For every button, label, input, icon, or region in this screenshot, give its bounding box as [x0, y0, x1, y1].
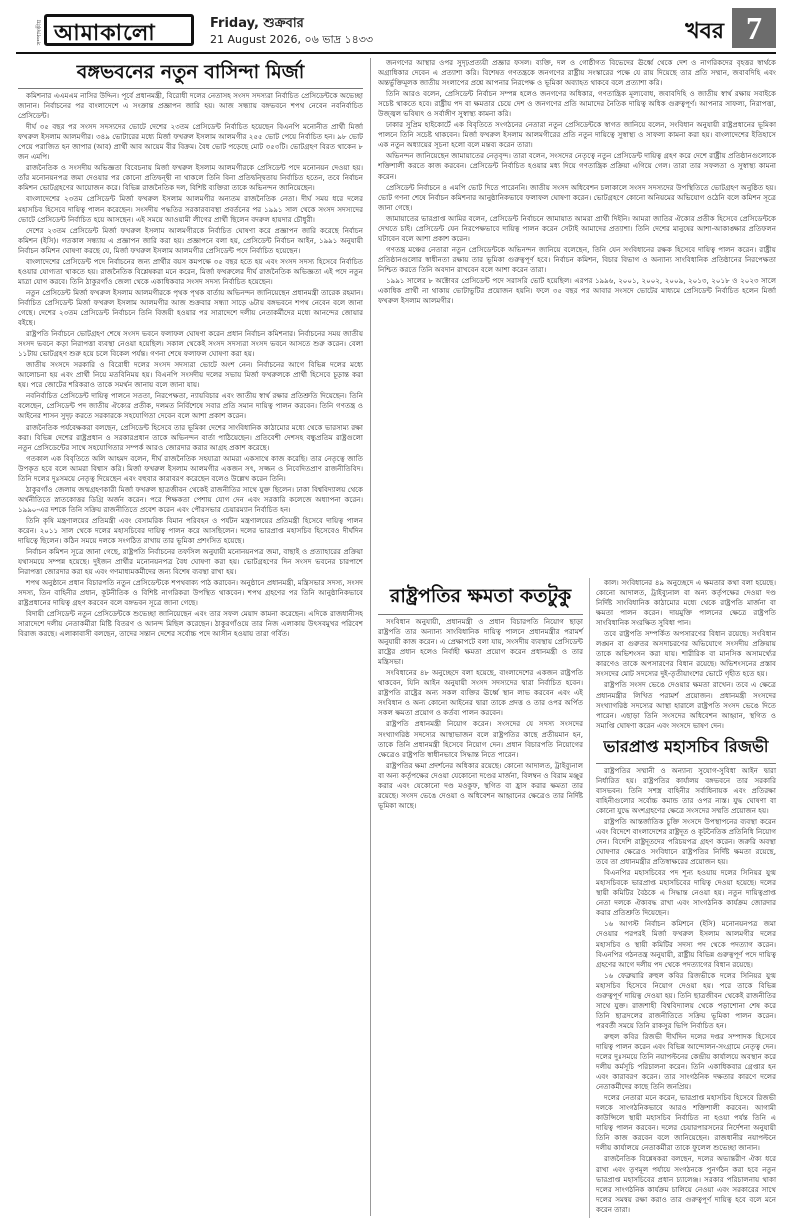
masthead	[16, 8, 776, 50]
power-paragraph: সংবিধানের ৪৮ অনুচ্ছেদে বলা হয়েছে, বাংলাদেশের একজন রাষ্ট্রপতি থাকবেন, যিনি আইন অনুযায়ী সংসদ সদস্যদের দ্বারা নির্বাচিত হবেন। রাষ্ট্রপতি রাষ্ট্রের অন্য সকল ব্যক্তির ঊর্ধ্বে স্থান লাভ করবেন এবং এই সংবিধান ও অন্য কোনো আইনের দ্বারা তাকে প্রদত্ত ও তার ওপর অর্পিত সকল ক্ষমতা প্রয়োগ ও কর্তব্য পালন করবেন।	[378, 668, 583, 718]
president-power-headline[interactable]: রাষ্ট্রপতির ক্ষমতা কতটুকু	[389, 585, 572, 607]
lead-paragraph: রাজনৈতিক ও সংসদীয় অভিজ্ঞতা বিবেচনায় মির্জা ফখরুল ইসলাম আলমগীরকে প্রেসিডেন্ট পদে মনোনয়ন দেওয়া হয়। তাঁর মনোনয়নপত্র জমা দেওয়ার পর কোনো প্রতিদ্বন্দ্বী না থাকলে তিনি বিনা প্রতিদ্বন্দ্বিতায় নির্বাচিত হতেন, তবে নির্বাচন কমিশন ভোটগ্রহণের আয়োজন করে। বিভিন্ন রাজনৈতিক দল, বিশিষ্ট ব্যক্তিরা তাকে অভিনন্দন জানিয়েছেন।	[18, 163, 363, 193]
power-paragraph: সংবিধান অনুযায়ী, প্রধানমন্ত্রী ও প্রধান বিচারপতি নিয়োগ ছাড়া রাষ্ট্রপতি তার অন্যান্য সাংবিধানিক দায়িত্ব পালনে প্রধানমন্ত্রীর পরামর্শ অনুযায়ী কাজ করেন। এ প্রেক্ষাপটে বলা যায়, সংসদীয় ব্যবস্থায় প্রেসিডেন্ট রাষ্ট্রের প্রধান হলেও নির্বাহী ক্ষমতা প্রয়োগ করেন প্রধানমন্ত্রী ও তার মন্ত্রিসভা।	[378, 617, 583, 667]
lead-paragraph: রাষ্ট্রপতি নির্বাচনে ভোটগ্রহণ শেষে সংসদ ভবনে ফলাফল ঘোষণা করেন প্রধান নির্বাচন কমিশনার। নির্বাচনের সময় জাতীয় সংসদ ভবনে কড়া নিরাপত্তা ব্যবস্থা নেওয়া হয়েছিল। সকাল থেকেই সংসদ সদস্যরা সংসদ ভবনে আসতে শুরু করেন। বেলা ১১টায় ভোটগ্রহণ শুরু হয়ে চলে বিকেল পর্যন্ত। গণনা শেষে ফলাফল ঘোষণা করা হয়।	[18, 329, 363, 359]
lead-paragraph: জাতীয় সংসদে সরকারি ও বিরোধী দলের সংসদ সদস্যরা ভোটে অংশ নেন। নির্বাচনের আগে বিভিন্ন দলের মধ্যে আলোচনা হয় এবং প্রার্থী নিয়ে মতবিনিময় হয়। বিএনপি সংসদীয় দলের সভায় মির্জা ফখরুলকে প্রার্থী হিসেবে চূড়ান্ত করা হয়। পরে জোটের শরিকরাও তাকে সমর্থন জানায় বলে জানা যায়।	[18, 360, 363, 390]
lead-paragraph: দেশের ২৩তম প্রেসিডেন্ট মির্জা ফখরুল ইসলাম আলমগীরকে নির্বাচিত ঘোষণা করে প্রজ্ঞাপন জারি করেছে নির্বাচন কমিশন (ইসি)। গতকাল সন্ধ্যায় এ প্রজ্ঞাপন জারি করা হয়। প্রজ্ঞাপনে বলা হয়, প্রেসিডেন্ট নির্বাচন আইন, ১৯৯১ অনুযায়ী নির্বাচন কমিশন ঘোষণা করছে যে, মির্জা ফখরুল ইসলাম আলমগীর প্রেসিডেন্ট পদে নির্বাচিত হয়েছেন।	[18, 225, 363, 255]
continued-paragraph: জনগণের আস্থার ওপর সুদৃঢ়প্রত্যয়ী প্রজ্ঞার ফসল। ব্যক্তি, দল ও গোষ্ঠীগত বিভেদের ঊর্ধ্বে থেকে দেশ ও নাগরিকদের বৃহত্তর স্বার্থকে অগ্রাধিকার দেবেন এ প্রত্যাশা করি। বিশেষত গণতন্ত্রকে জনগণের রাষ্ট্রীয় সংস্কারের পক্ষে যে রায় দিয়েছে তার প্রতি সম্মান, জবাবদিহি এবং অন্তর্ভুক্তিমূলক জাতীয় সংলাপের প্রশ্নে আপনার নিরপেক্ষ ও ভূমিকা অব্যাহত থাকবে বলে প্রত্যাশা করি।	[378, 58, 776, 88]
sub-column-divider	[589, 578, 590, 1218]
lead-paragraph: নতুন প্রেসিডেন্ট মির্জা ফখরুল ইসলাম আলমগীরকে পৃথক পৃথক বার্তায় অভিনন্দন জানিয়েছেন প্রধানমন্ত্রী তারেক রহমান। নির্বাচিত প্রেসিডেন্ট মির্জা ফখরুল ইসলাম আলমগীর আজ শুক্রবার সন্ধ্যা সাড়ে ৬টায় বঙ্গভবনে শপথ নেবেন বলে জানা গেছে। দেশের ২৩তম প্রেসিডেন্ট নির্বাচনে তিনি বিজয়ী হওয়ার পর সারাদেশে দলীয় নেতাকর্মীদের মধ্যে আনন্দের জোয়ার বইছে।	[18, 287, 363, 328]
headline-rule	[596, 763, 776, 764]
lead-paragraph: তিনি কৃষি মন্ত্রণালয়ের প্রতিমন্ত্রী এবং বেসামরিক বিমান পরিবহন ও পর্যটন মন্ত্রণালয়ের প্রতিমন্ত্রী হিসেবে দায়িত্ব পালন করেন। ২০১১ সাল থেকে দলের মহাসচিবের দায়িত্ব পালন করে আসছিলেন। দলের ভারপ্রাপ্ত মহাসচিব হিসেবেও দীর্ঘদিন দায়িত্বে ছিলেন। কঠিন সময়ে দলকে সংগঠিত রাখায় তার ভূমিকা প্রশংসিত হয়েছে।	[18, 515, 363, 546]
rizvi-paragraph: বিএনপির মহাসচিবের পদ শূন্য হওয়ায় দলের সিনিয়র যুগ্ম মহাসচিবকে ভারপ্রাপ্ত মহাসচিবের দায়িত্ব দেওয়া হয়েছে। দলের স্থায়ী কমিটির বৈঠকে এ সিদ্ধান্ত নেওয়া হয়। নতুন দায়িত্বপ্রাপ্ত নেতা দলকে ঐক্যবদ্ধ রাখা এবং সাংগঠনিক কার্যক্রম জোরদার করার প্রতিশ্রুতি দিয়েছেন।	[596, 868, 776, 918]
lead-paragraph: নির্বাচন কমিশন সূত্রে জানা গেছে, রাষ্ট্রপতি নির্বাচনের তফসিল অনুযায়ী মনোনয়নপত্র জমা, বাছাই ও প্রত্যাহারের প্রক্রিয়া যথাসময়ে সম্পন্ন হয়েছে। দুইজন প্রার্থীর মনোনয়নপত্র বৈধ ঘোষণা করা হয়। ভোটগ্রহণের দিন সংসদ ভবনের চারপাশে নিরাপত্তা জোরদার করা হয় এবং গণমাধ্যমকর্মীদের জন্য বিশেষ ব্যবস্থা রাখা হয়।	[18, 547, 363, 577]
issue-day: Friday, শুক্রবার	[210, 16, 304, 31]
continued-paragraph: অভিনন্দন জানিয়েছেন জামায়াতের নেতৃবৃন্দ। তারা বলেন, সংসদের নেতৃত্বে নতুন প্রেসিডেন্ট দায়িত্ব গ্রহণ করে দেশে রাষ্ট্রীয় প্রতিষ্ঠানগুলোকে শক্তিশালী করতে কাজ করবেন। প্রেসিডেন্ট নির্বাচিত হওয়ার মধ্য দিয়ে গণতান্ত্রিক প্রক্রিয়া এগিয়ে গেল। তারা তার সফলতা ও সুস্বাস্থ্য কামনা করেন।	[378, 151, 776, 181]
headline-rule	[378, 614, 583, 615]
logo-tagline: সম্পাদকীয়	[36, 20, 43, 46]
lead-story-headline[interactable]: বঙ্গভবনের নতুন বাসিন্দা মির্জা	[76, 61, 305, 83]
newspaper-logo[interactable]	[34, 10, 199, 48]
rizvi-paragraph: ১৬ ফেব্রুয়ারি রুহুল কবির রিজভীকে দলের সিনিয়র যুগ্ম মহাসচিব হিসেবে নিয়োগ দেওয়া হয়। পরে তাকে বিভিন্ন গুরুত্বপূর্ণ দায়িত্ব দেওয়া হয়। তিনি ছাত্রজীবন থেকেই রাজনীতির সাথে যুক্ত। রাজশাহী বিশ্ববিদ্যালয় থেকে পড়াশোনা শেষ করে তিনি ছাত্রদলের রাজনীতিতে সক্রিয় ভূমিকা পালন করেন। পরবর্তী সময়ে তিনি রাকসুর ভিপি নির্বাচিত হন।	[596, 970, 776, 1030]
rizvi-paragraph: রাষ্ট্রপতি আন্তর্জাতিক চুক্তি সংসদে উপস্থাপনের ব্যবস্থা করেন এবং বিদেশে বাংলাদেশের রাষ্ট্রদূত ও কূটনৈতিক প্রতিনিধি নিয়োগ দেন। বিদেশি রাষ্ট্রদূতদের পরিচয়পত্র গ্রহণ করেন। জরুরি অবস্থা ঘোষণার ক্ষেত্রেও সংবিধানে রাষ্ট্রপতির নির্দিষ্ট ক্ষমতা রয়েছে, তবে তা প্রধানমন্ত্রীর প্রতিস্বাক্ষরের প্রয়োজন হয়।	[596, 816, 776, 867]
issue-date: 21 August 2026, ০৬ ভাদ্র ১৪৩৩	[210, 33, 374, 46]
section-title: খবর	[685, 18, 724, 44]
headline-rule	[18, 88, 363, 89]
column-divider	[370, 58, 371, 1216]
logo-text: আমাকালো	[54, 20, 156, 46]
continued-paragraph: ঢাকার সুপ্রিম হাইকোর্টে এক বিবৃতিতে সংগঠনের নেতারা নতুন প্রেসিডেন্টকে স্বাগত জানিয়ে বলেন, সংবিধান অনুযায়ী রাষ্ট্রপ্রধানের ভূমিকা পালনে তিনি সচেষ্ট থাকবেন। মির্জা ফখরুল ইসলাম আলমগীরের প্রতি নতুন দায়িত্বে সুস্বাস্থ্য ও সাফল্য কামনা করা হয়। বাংলাদেশের ইতিহাসে এক নতুন অধ্যায়ের সূচনা হলো বলে মন্তব্য করেন তারা।	[378, 120, 776, 150]
lead-story	[18, 58, 363, 1218]
continued-story	[378, 58, 776, 573]
lead-paragraph: দীর্ঘ ৩৫ বছর পর সংসদ সদস্যদের ভোটে দেশের ২৩তম প্রেসিডেন্ট নির্বাচিত হয়েছেন বিএনপি মনোনীত প্রার্থী মির্জা ফখরুল ইসলাম আলমগীর। ৩৪৯ ভোটারের মধ্যে মির্জা ফখরুল ইসলাম আলমগীর ২৫৫ ভোট পেয়ে নির্বাচিত হন। ৯৮ ভোট পেয়ে পরাজিত হন জাপার (আব) প্রার্থী আব আয়েম বীর বিক্রম। বৈধ ভোট পড়েছে মোট ৩৫৩টি। ভোটগ্রহণ বিরত থাকেন ৮ জন এমপি।	[18, 122, 363, 162]
lead-paragraph: শপথ অনুষ্ঠানে প্রধান বিচারপতি নতুন প্রেসিডেন্টকে শপথবাক্য পাঠ করাবেন। অনুষ্ঠানে প্রধানমন্ত্রী, মন্ত্রিসভার সদস্য, সংসদ সদস্য, তিন বাহিনীর প্রধান, কূটনীতিক ও বিশিষ্ট নাগরিকরা উপস্থিত থাকবেন। শপথ গ্রহণের পর তিনি আনুষ্ঠানিকভাবে রাষ্ট্রপ্রধানের দায়িত্ব গ্রহণ করবেন বলে বঙ্গভবন সূত্রে জানা গেছে।	[18, 578, 363, 608]
rizvi-paragraph: রুহুল কবির রিজভী দীর্ঘদিন দলের দপ্তর সম্পাদক হিসেবে দায়িত্ব পালন করেন এবং বিভিন্ন আন্দোলন-সংগ্রামে নেতৃত্ব দেন। দলের দুঃসময়ে তিনি নয়াপল্টনের কেন্দ্রীয় কার্যালয়ে অবস্থান করে দলীয় কর্মসূচি পরিচালনা করেন। তিনি একাধিকবার গ্রেপ্তার হন এবং কারাবরণ করেন। তার সাংগঠনিক দক্ষতার কারণে দলের নেতাকর্মীদের কাছে তিনি জনপ্রিয়।	[596, 1031, 776, 1092]
rizvi-paragraph: রাষ্ট্রপতি সংসদ ভেঙে দেওয়ার ক্ষমতা রাখেন। তবে এ ক্ষেত্রে প্রধানমন্ত্রীর লিখিত পরামর্শ প্রয়োজন। প্রধানমন্ত্রী সংসদের সংখ্যাগরিষ্ঠ সদস্যের আস্থা হারালে রাষ্ট্রপতি সংসদ ভেঙে দিতে পারেন। এছাড়া তিনি সংসদের অধিবেশন আহ্বান, স্থগিত ও সমাপ্তি ঘোষণা করেন এবং সংসদে ভাষণ দেন।	[596, 680, 776, 730]
rizvi-paragraph: কাল। সংবিধানের ৪৯ অনুচ্ছেদে এ ক্ষমতার কথা বলা হয়েছে। কোনো আদালত, ট্রাইব্যুনাল বা অন্য কর্তৃপক্ষের দেওয়া দণ্ড নির্দিষ্ট সাংবিধানিক কাঠামোর মধ্যে থেকে রাষ্ট্রপতি মার্জনা বা ক্ষমতা পালন করেন। দায়মুক্তি পালনের ক্ষেত্রে রাষ্ট্রপতি সাংবিধানিক সংরক্ষিত সুবিধা পান।	[596, 578, 776, 628]
lead-paragraph: বাংলাদেশের ২৩তম প্রেসিডেন্ট মির্জা ফখরুল ইসলাম আলমগীর অন্যতম রাজনৈতিক নেতা। দীর্ঘ সময় ধরে দলের মহাসচিব হিসেবে দায়িত্ব পালন করেছেন। সংসদীয় পদ্ধতির সরকারব্যবস্থা প্রবর্তনের পর ১৯৯১ সাল থেকে সংসদ সদস্যদের ভোটে প্রেসিডেন্ট নির্বাচিত হয়ে আসছেন। এই সময়ে আওয়ামী লীগের প্রার্থী ছিলেন বদরুল হায়দার চৌধুরী।	[18, 194, 363, 224]
rizvi-paragraph: দলের নেতারা মনে করেন, ভারপ্রাপ্ত মহাসচিব হিসেবে রিজভী দলকে সাংগঠনিকভাবে আরও শক্তিশালী করবেন। আগামী কাউন্সিলে স্থায়ী মহাসচিব নির্বাচিত না হওয়া পর্যন্ত তিনি এ দায়িত্ব পালন করবেন। দলের চেয়ারপারসনের নির্দেশনা অনুযায়ী তিনি কাজ করবেন বলে জানিয়েছেন। রাজধানীর নয়াপল্টনে দলীয় কার্যালয়ে নেতাকর্মীরা তাকে ফুলেল শুভেচ্ছা জানান।	[596, 1093, 776, 1153]
rizvi-headline[interactable]: ভারপ্রাপ্ত মহাসচিব রিজভী	[603, 736, 769, 756]
continued-paragraph: তিনি আরও বলেন, প্রেসিডেন্ট নির্বাচন সম্পন্ন হলেও জনগণের অধিকার, গণতান্ত্রিক মূল্যবোধ, জবাবদিহি ও জাতীয় স্বার্থ রক্ষায় সবাইকে সচেষ্ট থাকতে হবে। রাষ্ট্রীয় পদ বা ক্ষমতার চেয়ে দেশ ও জনগণের প্রতি আমাদের নৈতিক দায়িত্ব অধিক গুরুত্বপূর্ণ। আপনার সাফল্য, নিরাপত্তা, উজ্জ্বল ভবিষ্যৎ ও সর্বাঙ্গীণ সুস্বাস্থ্য কামনা করি।	[378, 89, 776, 119]
right-column	[378, 58, 776, 573]
lower-right-area	[378, 578, 776, 1218]
continued-paragraph: জামায়াতের ভারপ্রাপ্ত আমির বলেন, প্রেসিডেন্ট নির্বাচনে জামায়াত আমরা প্রার্থী দিইনি। আমরা জাতির ঐক্যের প্রতীক হিসেবে প্রেসিডেন্টকে দেখতে চাই। প্রেসিডেন্ট যেন নিরপেক্ষভাবে দায়িত্ব পালন করেন সেটাই আমাদের প্রত্যাশা। তিনি দেশের মানুষের আশা-আকাঙ্ক্ষার প্রতিফলন ঘটাবেন বলে আশা প্রকাশ করেন।	[378, 213, 776, 243]
lead-story-body	[18, 91, 363, 1218]
continued-paragraph: প্রেসিডেন্ট নির্বাচনে ৪ এমপি ভোট দিতে পারেননি। জাতীয় সংসদ অধিবেশন চলাকালে সংসদ সদস্যদের উপস্থিতিতে ভোটগ্রহণ অনুষ্ঠিত হয়। ভোট গণনা শেষে নির্বাচন কমিশনার আনুষ্ঠানিকভাবে ফলাফল ঘোষণা করেন। ভোটগ্রহণে কোনো অনিয়মের অভিযোগ ওঠেনি বলে কমিশন সূত্রে জানা গেছে।	[378, 182, 776, 212]
president-power-story	[378, 578, 583, 1218]
rizvi-paragraph: তবে রাষ্ট্রপতি সম্পর্কিত অপসারণের বিধান রয়েছে। সংবিধান লঙ্ঘন বা গুরুতর অসদাচরণের অভিযোগে সংসদীয় প্রক্রিয়ায় তাকে অভিশংসন করা যায়। শারীরিক বা মানসিক অসামর্থ্যের কারণেও তাকে অপসারণের বিধান রয়েছে। অভিশংসনের প্রস্তাব সংসদের মোট সদস্যের দুই-তৃতীয়াংশের ভোটে গৃহীত হতে হয়।	[596, 629, 776, 679]
lead-paragraph: কমিশনার এএমএম নাসির উদ্দিন। পূর্বে প্রধানমন্ত্রী, বিরোধী দলের নেতাসহ সংসদ সদস্যরা নির্বাচিত প্রেসিডেন্টকে অভেচ্ছা জানান। নির্বাচনের পর বাংলাদেশে এ সংক্রান্ত প্রজ্ঞাপন জারি হয়। আজ সন্ধ্যায় বঙ্গভবনে শপথ নেবেন নবনির্বাচিত প্রেসিডেন্ট।	[18, 91, 363, 121]
rizvi-paragraph: রাষ্ট্রপতির সম্মানী ও অন্যান্য সুযোগ-সুবিধা আইন দ্বারা নির্ধারিত হয়। রাষ্ট্রপতির কার্যালয় বঙ্গভবনে তার সরকারি বাসভবন। তিনি সশস্ত্র বাহিনীর সর্বাধিনায়ক এবং প্রতিরক্ষা বাহিনীগুলোর সর্বোচ্চ কমান্ড তার ওপর ন্যস্ত। যুদ্ধ ঘোষণা বা কোনো যুদ্ধে অংশগ্রহণের ক্ষেত্রে সংসদের সম্মতি প্রয়োজন হয়।	[596, 765, 776, 815]
lead-paragraph: বিদায়ী প্রেসিডেন্ট নতুন প্রেসিডেন্টকে শুভেচ্ছা জানিয়েছেন এবং তার সফল মেয়াদ কামনা করেছেন। এদিকে রাজধানীসহ সারাদেশে দলীয় নেতাকর্মীরা মিষ্টি বিতরণ ও আনন্দ মিছিল করেছেন। ঠাকুরগাঁওয়ে তার নিজ এলাকায় উৎসবমুখর পরিবেশ বিরাজ করছে। এলাকাবাসী বলছেন, তাদের সন্তান দেশের সর্বোচ্চ পদে আসীন হওয়ায় তারা গর্বিত।	[18, 609, 363, 639]
continued-paragraph: গণতন্ত্র মঞ্চের নেতারা নতুন প্রেসিডেন্টকে অভিনন্দন জানিয়ে বলেছেন, তিনি যেন সংবিধানের রক্ষক হিসেবে দায়িত্ব পালন করেন। রাষ্ট্রীয় প্রতিষ্ঠানগুলোর স্বাধীনতা রক্ষায় তার ভূমিকা গুরুত্বপূর্ণ হবে। নির্বাচন কমিশন, বিচার বিভাগ ও অন্যান্য সাংবিধানিক প্রতিষ্ঠানের নিরপেক্ষতা নিশ্চিত করতে তিনি অবদান রাখবেন বলে আশা করেন তারা।	[378, 244, 776, 274]
page-number-badge: 7	[732, 8, 776, 48]
continued-paragraph: ১৯৯১ সালের ৮ অক্টোবর প্রেসিডেন্ট পদে সরাসরি ভোট হয়েছিল। এরপর ১৯৯৬, ২০০১, ২০০২, ২০০৯, ২০১৩, ২০১৮ ও ২০২৩ সালে একাধিক প্রার্থী না থাকায় ভোটাভুটির প্রয়োজন হয়নি। ফলে ৩৫ বছর পর আবার সংসদে ভোটের মাধ্যমে প্রেসিডেন্ট নির্বাচিত হলেন মির্জা ফখরুল ইসলাম আলমগীর।	[378, 275, 776, 306]
power-paragraph: রাষ্ট্রপতি প্রধানমন্ত্রী নিয়োগ করেন। সংসদের যে সদস্য সংসদের সংখ্যাগরিষ্ঠ সদস্যের আস্থাভাজন বলে রাষ্ট্রপতির কাছে প্রতীয়মান হন, তাকে তিনি প্রধানমন্ত্রী হিসেবে নিয়োগ দেন। প্রধান বিচারপতি নিয়োগের ক্ষেত্রেও রাষ্ট্রপতি স্বাধীনভাবে সিদ্ধান্ত নিতে পারেন।	[378, 719, 583, 759]
lead-paragraph: বাংলাদেশের প্রেসিডেন্ট পদে নির্বাচনের জন্য প্রার্থীর বয়স কমপক্ষে ৩৫ বছর হতে হয় এবং সংসদ সদস্য হিসেবে নির্বাচিত হওয়ার যোগ্যতা থাকতে হয়। রাজনৈতিক বিশ্লেষকরা মনে করেন, মির্জা ফখরুলের দীর্ঘ রাজনৈতিক অভিজ্ঞতা এই পদে নতুন মাত্রা যোগ করবে। তিনি ঠাকুরগাঁও জেলা থেকে একাধিকবার সংসদ সদস্য নির্বাচিত হয়েছেন।	[18, 256, 363, 286]
lead-paragraph: রাজনৈতিক পর্যবেক্ষকরা বলছেন, প্রেসিডেন্ট হিসেবে তার ভূমিকা দেশের সাংবিধানিক কাঠামোর মধ্যে থেকে ভারসাম্য রক্ষা করা। বিভিন্ন দেশের রাষ্ট্রপ্রধান ও সরকারপ্রধান তাকে অভিনন্দন বার্তা পাঠিয়েছেন। প্রতিবেশী দেশসহ বন্ধুপ্রতিম রাষ্ট্রগুলো নতুন প্রেসিডেন্টের সাথে সহযোগিতার সম্পর্ক আরও জোরদার করার আগ্রহ প্রকাশ করেছে।	[18, 422, 363, 452]
rizvi-story	[596, 578, 776, 1218]
lead-paragraph: নবনির্বাচিত প্রেসিডেন্ট দায়িত্ব পালনে সততা, নিরপেক্ষতা, ন্যায়বিচার এবং জাতীয় স্বার্থ রক্ষার প্রতিশ্রুতি দিয়েছেন। তিনি বলেছেন, প্রেসিডেন্ট পদ জাতীয় ঐক্যের প্রতীক, দলমত নির্বিশেষে সবার প্রতি সমান দায়িত্ব পালন করবেন। তিনি গণতন্ত্র ও আইনের শাসন সুদৃঢ় করতে সরকারকে সহযোগিতা দেবেন বলে আশা প্রকাশ করেন।	[18, 391, 363, 421]
header-divider	[16, 52, 776, 54]
lead-paragraph: গতকাল এক বিবৃতিতে অলি আহমদ বলেন, দীর্ঘ রাজনৈতিক সহযাত্রা আমরা একসাথে কাজ করেছি। তার নেতৃত্বে জাতি উপকৃত হবে বলে আমরা বিশ্বাস করি। মির্জা ফখরুল ইসলাম আলমগীর একজন সৎ, সজ্জন ও নিবেদিতপ্রাণ রাজনীতিবিদ। তিনি দলের দুঃসময়ে নেতৃত্ব দিয়েছেন এবং বহুবার কারাবরণ করেছেন বলেও উল্লেখ করেন তিনি।	[18, 453, 363, 483]
lead-paragraph: ঠাকুরগাঁও জেলায় জন্মগ্রহণকারী মির্জা ফখরুল ছাত্রজীবন থেকেই রাজনীতির সাথে যুক্ত ছিলেন। ঢাকা বিশ্ববিদ্যালয় থেকে অর্থনীতিতে স্নাতকোত্তর ডিগ্রি অর্জন করেন। পরে শিক্ষকতা পেশায় যোগ দেন এবং সরকারি কলেজে অধ্যাপনা করেন। ১৯৯০-এর দশকে তিনি সক্রিয় রাজনীতিতে প্রবেশ করেন এবং পৌরসভার চেয়ারম্যান নির্বাচিত হন।	[18, 484, 363, 514]
rizvi-paragraph: ১৬ আগস্ট নির্বাচন কমিশনে (ইসি) মনোনয়নপত্র জমা দেওয়ার পরপরই মির্জা ফখরুল ইসলাম আলমগীর দলের মহাসচিব ও স্থায়ী কমিটির সদস্য পদ থেকে পদত্যাগ করেন। বিএনপির গঠনতন্ত্র অনুযায়ী, রাষ্ট্রীয় বিভিন্ন গুরুত্বপূর্ণ পদে দায়িত্ব গ্রহণের আগে দলীয় পদ থেকে পদত্যাগের বিধান রয়েছে।	[596, 919, 776, 969]
power-paragraph: রাষ্ট্রপতির ক্ষমা প্রদর্শনের অধিকার রয়েছে। কোনো আদালত, ট্রাইব্যুনাল বা অন্য কর্তৃপক্ষের দেওয়া যেকোনো দণ্ডের মার্জনা, বিলম্বন ও বিরাম মঞ্জুর করার এবং যেকোনো দণ্ড মওকুফ, স্থগিত বা হ্রাস করার ক্ষমতা তার রয়েছে। সংসদ ভেঙে দেওয়া ও অধিবেশন আহ্বানের ক্ষেত্রেও তার নির্দিষ্ট ভূমিকা আছে।	[378, 760, 583, 810]
rizvi-paragraph: রাজনৈতিক বিশ্লেষকরা বলছেন, দলের অভ্যন্তরীণ ঐক্য ধরে রাখা এবং তৃণমূল পর্যায়ে সংগঠনকে পুনর্গঠন করা হবে নতুন ভারপ্রাপ্ত মহাসচিবের প্রধান চ্যালেঞ্জ। সরকার পরিচালনায় থাকা দলের সাংগঠনিক কার্যক্রম চালিয়ে নেওয়া এবং সরকারের সাথে দলের সমন্বয় রক্ষা করাও তার গুরুত্বপূর্ণ দায়িত্ব হবে বলে মনে করেন তারা।	[596, 1154, 776, 1214]
